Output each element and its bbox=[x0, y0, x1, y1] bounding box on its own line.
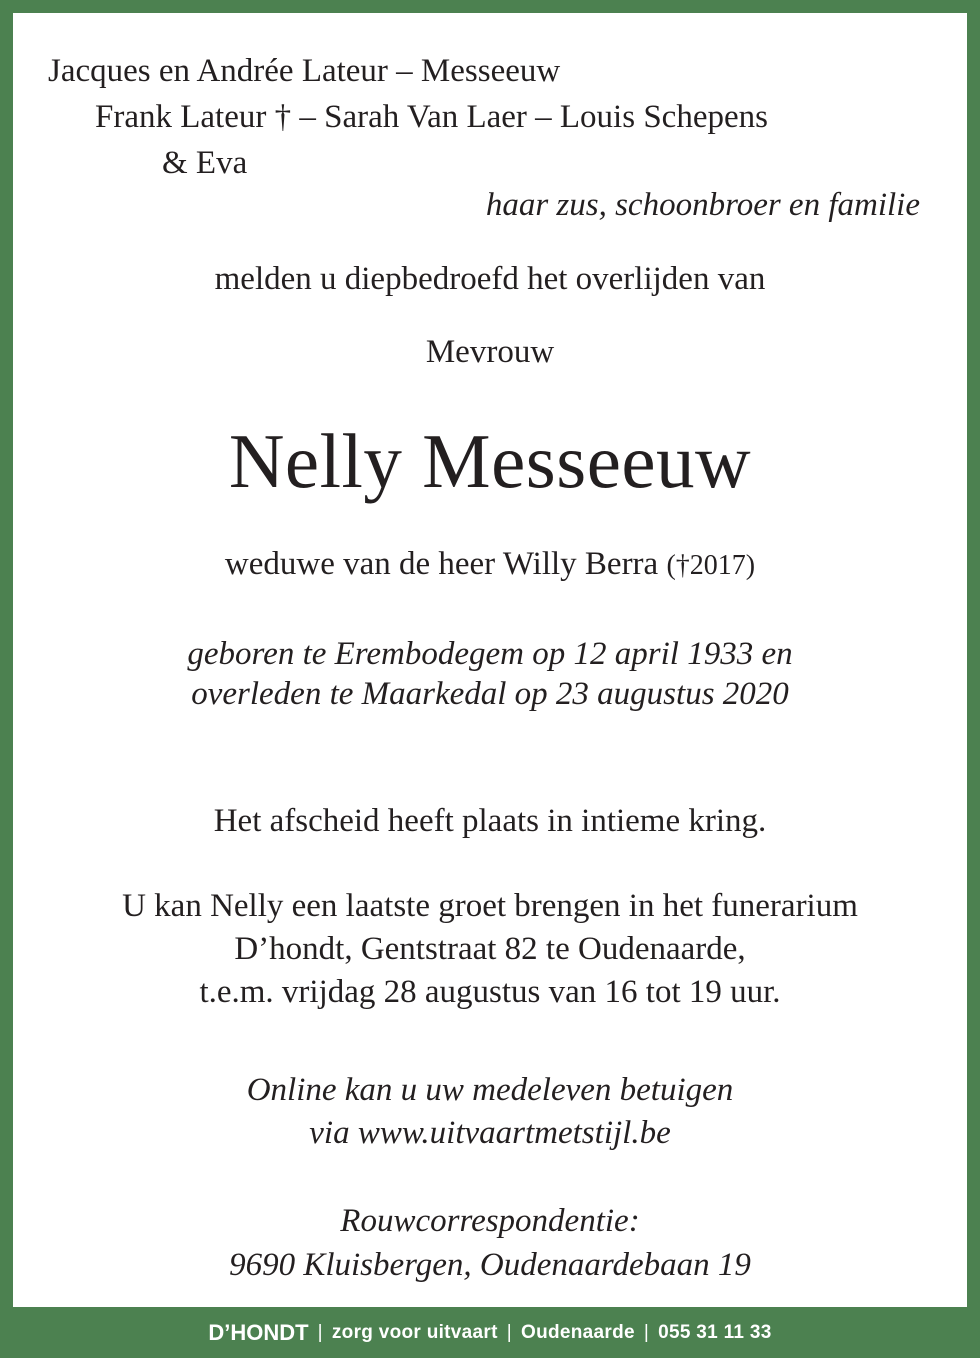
dhondt-logo: D’HONDT bbox=[208, 1319, 309, 1345]
footer-separator: | bbox=[643, 1321, 650, 1343]
family-line-3: & Eva bbox=[162, 145, 248, 181]
announcement: melden u diepbedroefd het overlijden van bbox=[214, 261, 766, 297]
family-line-2: Frank Lateur † – Sarah Van Laer – Louis Schepens bbox=[95, 99, 768, 135]
visit-line-1: U kan Nelly een laatste groet brengen in het funerarium bbox=[122, 888, 858, 924]
farewell-line: Het afscheid heeft plaats in intieme kring. bbox=[213, 803, 767, 839]
footer-bar bbox=[0, 1307, 980, 1358]
family-line-1: Jacques en Andrée Lateur – Messeeuw bbox=[48, 53, 561, 89]
widow-year: (†2017) bbox=[666, 550, 756, 581]
online-line-1: Online kan u uw medeleven betuigen bbox=[246, 1072, 734, 1108]
footer-separator: | bbox=[506, 1321, 512, 1343]
death-line: overleden te Maarkedal op 23 augustus 2020 bbox=[191, 676, 789, 712]
family-relation: haar zus, schoonbroer en familie bbox=[485, 187, 920, 223]
widow-line bbox=[13, 548, 967, 581]
footer-city: Oudenaarde bbox=[520, 1321, 635, 1343]
title-salutation: Mevrouw bbox=[425, 334, 555, 370]
footer-separator: | bbox=[317, 1321, 323, 1343]
deceased-name: Nelly Messeeuw bbox=[228, 418, 752, 504]
correspondence-address: 9690 Kluisbergen, Oudenaardebaan 19 bbox=[229, 1247, 751, 1283]
visit-line-3: t.e.m. vrijdag 28 augustus van 16 tot 19 uur. bbox=[199, 974, 781, 1010]
online-line-2: via www.uitvaartmetstijl.be bbox=[309, 1115, 671, 1151]
correspondence-label: Rouwcorrespondentie: bbox=[340, 1203, 640, 1239]
footer-phone: 055 31 11 33 bbox=[658, 1321, 772, 1343]
visit-line-2: D’hondt, Gentstraat 82 te Oudenaarde, bbox=[234, 931, 746, 967]
widow-text: weduwe van de heer Willy Berra bbox=[224, 546, 659, 582]
footer-tagline: zorg voor uitvaart bbox=[331, 1321, 498, 1343]
birth-line: geboren te Erembodegem op 12 april 1933 en bbox=[187, 636, 793, 672]
obituary-card bbox=[13, 13, 967, 1307]
